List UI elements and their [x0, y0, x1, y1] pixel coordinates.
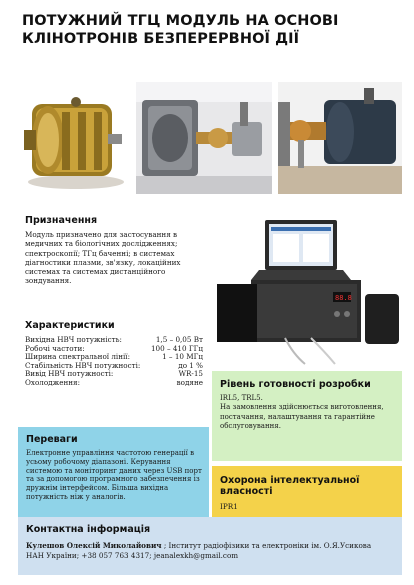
- readiness-heading: Рівень готовності розробки: [220, 379, 371, 390]
- title-line-1: ПОТУЖНИЙ ТГЦ МОДУЛЬ НА ОСНОВІ: [22, 13, 339, 29]
- characteristics-table: [25, 336, 203, 388]
- page-title: [22, 12, 402, 48]
- table-row: [25, 379, 203, 388]
- photo-strip: [18, 82, 402, 194]
- contact-phone-email: НАН України; +38 057 763 4317; jeanalexkh@gmail.com: [26, 551, 239, 560]
- waveguide-assembly-photo: [136, 82, 272, 194]
- ip-heading: Охорона інтелектуальної власності: [220, 475, 360, 497]
- char-label: Ширина спектральної лінії:: [25, 352, 131, 362]
- char-label: Вихідна НВЧ потужність:: [25, 335, 122, 344]
- advantages-box: [18, 427, 209, 517]
- char-value: 1,5 – 0,05 Вт: [155, 335, 203, 344]
- readiness-text: На замовлення здійснюється виготовлення, постачання, налаштування та гарантійне обслуговування.: [220, 403, 384, 431]
- ip-text: IPR1: [220, 502, 238, 511]
- characteristics-section: [25, 320, 205, 388]
- char-value: до 1 %: [178, 360, 203, 370]
- contact-heading: Контактна інформація: [26, 524, 151, 535]
- contact-institute: ; Інститут радіофізики та електроніки ім. О.Я.Усикова: [161, 541, 372, 550]
- purpose-section: [25, 215, 205, 286]
- intellectual-property-box: [212, 466, 402, 517]
- char-label: Вивід НВЧ потужності:: [25, 369, 114, 379]
- contact-box: [18, 517, 402, 575]
- svg-text:88.8: 88.8: [335, 294, 352, 302]
- module-with-laptop-photo: [215, 218, 403, 368]
- advantages-heading: Переваги: [26, 434, 78, 445]
- readiness-box: [212, 371, 402, 461]
- char-label: Охолодження:: [25, 377, 80, 387]
- char-label: Стабільність НВЧ потужності:: [25, 360, 141, 370]
- contact-details: [26, 541, 394, 561]
- char-value: WR-15: [178, 369, 203, 379]
- char-value: 1 – 10 МГц: [162, 352, 203, 362]
- char-value: 100 – 410 ГГц: [150, 343, 203, 353]
- purpose-text: Модуль призначено для застосування в медичних та біологічних дослідженнях; спектроскопії; ТГц баченні; в системах діагностики плазми, зв'язку, локаційних системах та системах дистанційного зондування.: [25, 230, 181, 286]
- purpose-heading: Призначення: [25, 215, 98, 226]
- characteristics-heading: Характеристики: [25, 320, 115, 331]
- readiness-level: IRL5, TRL5.: [220, 394, 263, 402]
- title-line-2: КЛІНОТРОНІВ БЕЗПЕРЕРВНОЇ ДІЇ: [22, 31, 300, 47]
- char-label: Робочі частоти:: [25, 343, 85, 353]
- lab-setup-photo: [278, 82, 402, 194]
- char-value: водяне: [176, 377, 203, 387]
- advantages-text: Електронне управління частотою генерації в усьому робочому діапазоні. Керування системою та моніторинг даних через USB порт та за допомогою програмного забезпечення із дружнім інтерфейсом. Більша вихідна потужність ніж у аналогів.: [26, 449, 202, 501]
- clinotron-device-photo: [18, 82, 130, 194]
- contact-name: Кулешов Олексій Миколайович: [26, 541, 162, 550]
